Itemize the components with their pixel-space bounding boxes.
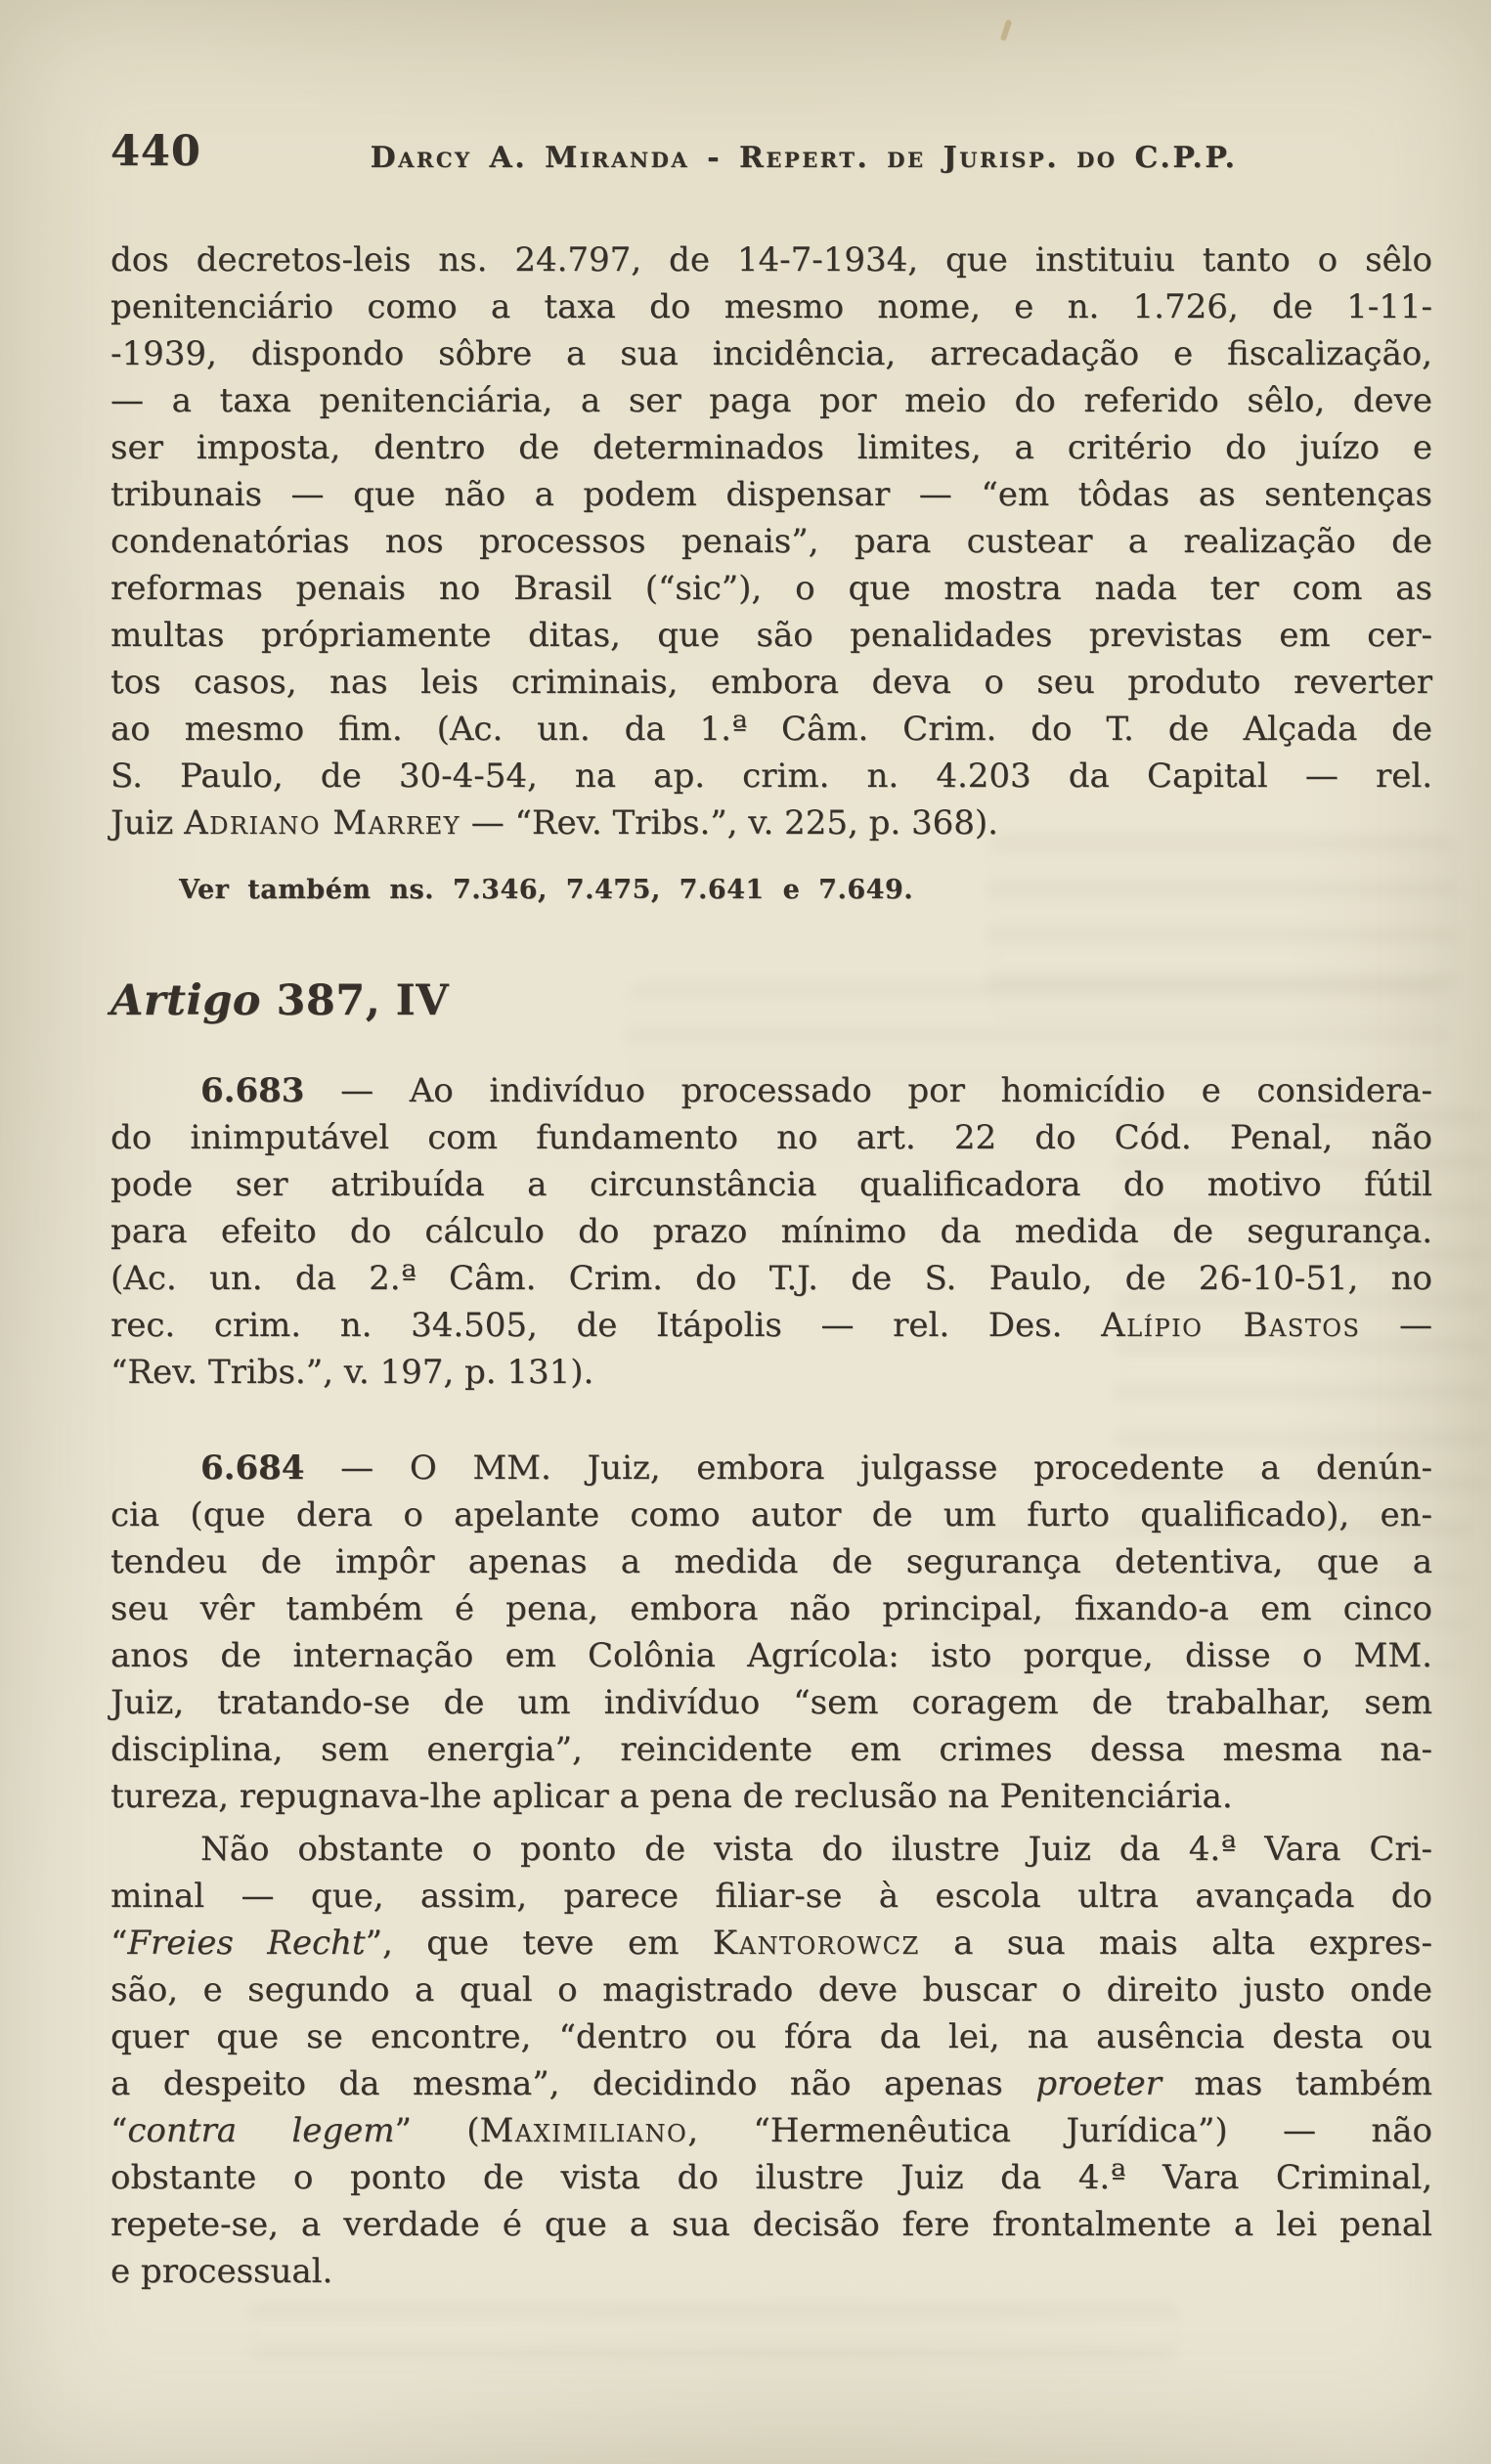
running-title: Darcy A. Miranda - Repert. de Jurisp. do C.P.P. (370, 141, 1238, 175)
text-segment: e processual. (110, 2252, 333, 2291)
entry-6684-continuation-paragraph (110, 1826, 1432, 2295)
text-segment: , “Hermenêutica Jurídica”) — não (687, 2111, 1432, 2150)
text-line (110, 565, 1432, 612)
text-segment: Adriano Marrey (184, 803, 460, 843)
text-segment: condenatórias nos processos penais”, para custear a realização de (110, 522, 1432, 561)
text-segment: — “Rev. Tribs.”, v. 225, p. 368). (460, 803, 998, 843)
text-segment: anos de internação em Colônia Agrícola: isto porque, disse o MM. (110, 1636, 1432, 1675)
text-segment: quer que se encontre, “dentro ou fóra da lei, na ausência desta ou (110, 2017, 1432, 2056)
text-segment: seu vêr também é pena, embora não principal, fixando-a em cinco (110, 1589, 1432, 1628)
text-segment: — Ao indivíduo processado por homicídio e considera- (304, 1071, 1432, 1110)
text-line (110, 518, 1432, 565)
text-segment: — O MM. Juiz, embora julgasse procedente a denún- (304, 1448, 1432, 1488)
bleedthrough-ghost (244, 2303, 1183, 2359)
text-line (110, 1826, 1432, 1873)
text-line (110, 1538, 1432, 1585)
text-line (110, 330, 1432, 377)
text-line (110, 2201, 1432, 2248)
text-segment: tribunais — que não a podem dispensar — “em tôdas as sentenças (110, 475, 1432, 514)
text-line (110, 1873, 1432, 1920)
text-segment: penitenciário como a taxa do mesmo nome, e n. 1.726, de 1-11- (110, 287, 1432, 326)
text-segment: Freies Recht (127, 1924, 366, 1963)
text-segment: (Ac. un. da 2.ª Câm. Crim. do T.J. de S. Paulo, de 26-10-51, no (110, 1259, 1432, 1298)
text-line (110, 2107, 1432, 2154)
text-segment: Juiz (110, 803, 185, 843)
text-segment: ao mesmo fim. (Ac. un. da 1.ª Câm. Crim. do T. de Alçada de (110, 710, 1432, 749)
entry-6684-paragraph (110, 1445, 1432, 1820)
text-line (110, 471, 1432, 518)
text-segment: ”, que teve em (365, 1924, 713, 1963)
text-line (110, 1679, 1432, 1726)
text-segment: 6.683 (200, 1071, 305, 1110)
text-segment: contra legem (127, 2111, 395, 2150)
text-segment: Maximiliano (479, 2111, 688, 2150)
text-line (110, 1632, 1432, 1679)
text-segment: para efeito do cálculo do prazo mínimo da medida de segurança. (110, 1212, 1432, 1251)
text-line (110, 612, 1432, 659)
text-line (110, 2060, 1432, 2107)
text-segment: Artigo (110, 976, 261, 1025)
text-segment: obstante o ponto de vista do ilustre Juiz da 4.ª Vara Criminal, (110, 2158, 1432, 2197)
text-segment: Juiz, tratando-se de um indivíduo “sem coragem de trabalhar, sem (110, 1683, 1432, 1722)
text-line (110, 2248, 1432, 2295)
text-line (110, 1302, 1432, 1349)
text-segment: ” ( (394, 2111, 480, 2150)
text-line (110, 283, 1432, 330)
article-heading (110, 973, 1432, 1028)
text-segment: 387, IV (260, 976, 450, 1025)
paper-speck (1000, 20, 1013, 42)
text-line (110, 1726, 1432, 1773)
text-segment: reformas penais no Brasil (“sic”), o que mostra nada ter com as (110, 569, 1432, 608)
text-line (110, 2013, 1432, 2060)
text-segment: multas própriamente ditas, que são penalidades previstas em cer- (110, 616, 1432, 655)
text-line (110, 1773, 1432, 1820)
page-number: 440 (110, 127, 201, 176)
text-segment: do inimputável com fundamento no art. 22 do Cód. Penal, não (110, 1118, 1432, 1157)
text-line (110, 1114, 1432, 1161)
text-line (110, 753, 1432, 800)
text-segment: -1939, dispondo sôbre a sua incidência, arrecadação e fiscalização, (110, 334, 1432, 373)
text-segment: “Rev. Tribs.”, v. 197, p. 131). (110, 1353, 594, 1392)
text-segment: tos casos, nas leis criminais, embora deva o seu produto reverter (110, 663, 1432, 702)
text-segment: — (1360, 1306, 1433, 1345)
text-segment: tureza, repugnava-lhe aplicar a pena de reclusão na Penitenciária. (110, 1777, 1233, 1816)
text-line (110, 377, 1432, 424)
text-segment: repete-se, a verdade é que a sua decisão fere frontalmente a lei penal (110, 2205, 1432, 2244)
text-segment: 6.684 (200, 1448, 305, 1488)
text-line (110, 1491, 1432, 1538)
text-line (110, 1920, 1432, 1967)
see-also-note: Ver também ns. 7.346, 7.475, 7.641 e 7.649. (179, 875, 914, 905)
text-segment: ser imposta, dentro de determinados limites, a critério do juízo e (110, 428, 1432, 467)
text-line (110, 1067, 1432, 1114)
text-line (110, 1161, 1432, 1208)
text-segment: tendeu de impôr apenas a medida de segurança detentiva, que a (110, 1542, 1432, 1581)
text-segment: “ (110, 1924, 128, 1963)
text-line (110, 1967, 1432, 2013)
text-segment: cia (que dera o apelante como autor de um furto qualificado), en- (110, 1495, 1432, 1535)
text-segment: são, e segundo a qual o magistrado deve buscar o direito justo onde (110, 1970, 1432, 2010)
text-line (110, 1585, 1432, 1632)
text-segment: proeter (1035, 2064, 1162, 2103)
text-segment: “ (110, 2111, 128, 2150)
text-segment: a despeito da mesma”, decidindo não apenas (110, 2064, 1036, 2103)
text-segment: minal — que, assim, parece filiar-se à escola ultra avançada do (110, 1877, 1432, 1916)
text-segment: mas também (1161, 2064, 1433, 2103)
text-segment: — a taxa penitenciária, a ser paga por meio do referido sêlo, deve (110, 381, 1432, 420)
text-segment: Não obstante o ponto de vista do ilustre Juiz da 4.ª Vara Cri- (200, 1830, 1432, 1869)
text-line (110, 1445, 1432, 1491)
text-line (110, 659, 1432, 706)
text-segment: disciplina, sem energia”, reincidente em crimes dessa mesma na- (110, 1730, 1432, 1769)
text-line (110, 2154, 1432, 2201)
text-line (110, 706, 1432, 753)
text-line (110, 424, 1432, 471)
entry-6683-paragraph (110, 1067, 1432, 1396)
text-segment: Kantorowcz (712, 1924, 920, 1963)
text-line (110, 237, 1432, 283)
paragraph-continuation (110, 237, 1432, 846)
text-segment: pode ser atribuída a circunstância qualificadora do motivo fútil (110, 1165, 1432, 1204)
text-line (110, 1349, 1432, 1396)
text-segment: S. Paulo, de 30-4-54, na ap. crim. n. 4.203 da Capital — rel. (110, 756, 1432, 796)
text-line (110, 800, 1432, 846)
text-segment: dos decretos-leis ns. 24.797, de 14-7-1934, que instituiu tanto o sêlo (110, 240, 1432, 280)
text-line (110, 1255, 1432, 1302)
text-segment: rec. crim. n. 34.505, de Itápolis — rel. Des. (110, 1306, 1102, 1345)
text-line (110, 1208, 1432, 1255)
text-segment: a sua mais alta expres- (919, 1924, 1432, 1963)
text-segment: Alípio Bastos (1101, 1306, 1361, 1345)
